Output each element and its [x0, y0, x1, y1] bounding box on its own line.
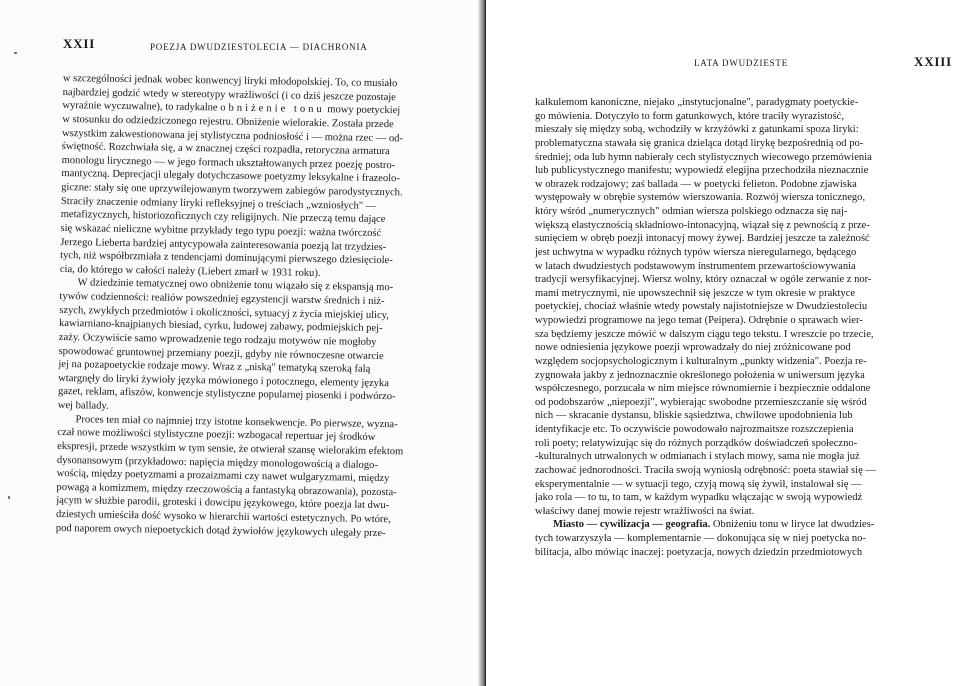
text-line: identyfikacje etc. To oczywiście powodowało najrozmaitsze rozszczepienia	[535, 424, 854, 435]
text-line: względem socjopsychologicznym i kulturalnym „punkty widzenia". Poezja re-	[535, 355, 867, 367]
text-line: tradycji wersyfikacyjnej. Wiersz wolny, który oznaczał w ogóle zerwanie z nor-	[535, 274, 872, 286]
left-page-body	[56, 72, 456, 541]
text-line: mantyczną. Deprecjacji ulegały dotychczasowe poetyzmy leksykalne i frazeolo-	[61, 168, 400, 185]
right-running-head: LATA DWUDZIESTE	[694, 58, 789, 68]
text-line: jej na pozapoetyckie rodzaje mowy. Wraz z „niską" tematyką szeroką falą	[58, 359, 371, 375]
text-line: cia, do którego w całości należy (Liebert zmarł w 1931 roku).	[59, 263, 321, 279]
text-line: w obrazek rodzajowy; zaś ballada — w poetycki felieton. Podobne zjawiska	[535, 178, 857, 190]
text-line: wej ballady.	[57, 399, 109, 412]
text-line: występowały w obrębie systemów wierszowania. Rozwój wiersza tonicznego,	[535, 192, 866, 204]
text-line: Proces ten miał co najmniej trzy istotne konsekwencje. Po pierwsze, wyzna-	[75, 413, 398, 430]
text-line: tych towarzyszyła — komplementarnie — dokonująca się w niej poetycka no-	[535, 533, 866, 544]
text-line: tych, niż współbrzmiała z tendencjami dominującymi pierwszego dziesięciole-	[60, 250, 393, 267]
text-line: pod naporem owych niepoetyckich dotąd żywiołów językowych ulegały prze-	[55, 522, 386, 539]
text-line: czał nowe możliwości stylistyczne poezji: wzbogacał repertuar jej środków	[57, 427, 376, 444]
text-line: kawiarniano-knajpianych biesiad, cyrku, ludowej zabawy, podmiejskich pej-	[58, 318, 383, 335]
text-line: wyraźnie wyczuwalne), to radykalne obniżenie tonu mowy poetyckiej	[62, 100, 401, 117]
text-line: sunięciem w obręb poezji intonacyj mowy żywej. Bardziej jeszcze ta zależność	[535, 233, 870, 245]
text-line: średniej; oda lub hymn nabierały cech stylistycznych wiecowego przemówienia	[535, 151, 872, 163]
text-line: od podobszarów „niepoezji", wybierając swobodne przemieszczanie się wśród	[535, 396, 867, 408]
text-line: jącym w służbie parodii, groteski i dowcipu językowego, które poezja lat dwu-	[56, 495, 390, 512]
text-line: Miasto — cywilizacja — geografia. Obniżeniu tonu w liryce lat dwudzies-	[553, 519, 875, 531]
text-line: -kulturalnych utrwalonych w odmianach i stylach mowy, sama nie mogła już	[535, 451, 860, 463]
text-line: szych, zwykłych przedmiotów i okoliczności, sytuacyj z życia miejskiej ulicy,	[59, 304, 390, 321]
left-running-head: POEZJA DWUDZIESTOLECIA — DIACHRONIA	[150, 42, 368, 52]
text-line: poetyckiej, chociaż właśnie wtedy powstały najistotniejsze w Dwudziestoleciu	[535, 301, 868, 313]
text-line: wością, między poetyzmami a prozaizmami czy nawet wulgaryzmami, między	[56, 468, 390, 485]
text-line: spowodować gruntownej przemiany poezji, gdyby nie równoczesne otwarcie	[58, 345, 384, 362]
text-line: właściwy danej mowie rejestr wrażliwości na świat.	[535, 505, 755, 517]
text-line: lub publicystycznego manifestu; wypowiedź elegijna przechodziła nieznacznie	[535, 165, 869, 177]
text-line: w stosunku do odziedziczonego rejestru. Obniżenie wielorakie. Została przede	[62, 113, 394, 131]
text-line: się wskazać nieliczne wybitne przykłady tego typu poezji: ważna twórczość	[60, 222, 382, 239]
left-page-number: XXII	[63, 36, 96, 51]
right-page	[486, 0, 977, 686]
text-line: Jerzego Lieberta bardziej antycypowała zainteresowania poezją lat trzydzies-	[60, 236, 387, 253]
text-line: nowe odniesienia językowe poezji wprowadzały do niej zróżnicowane pod	[535, 342, 851, 354]
text-line: tywów codzienności: realiów powszedniej egzystencji warstw średnich i niż-	[59, 290, 385, 308]
text-line: roli poety; relatywizując się do różnych porządków doświadczeń społeczno-	[535, 437, 858, 449]
right-page-body	[535, 96, 955, 559]
text-line: sza będziemy jeszcze mówić w dalszym ciągu tego tekstu. I wreszcie po trzecie,	[535, 328, 874, 340]
scan-speck	[14, 52, 17, 54]
text-line: w latach dwudziestych podstawowym instrumentem przewartościowywania	[535, 260, 856, 272]
text-line: wszystkim zakwestionowana jej stylistyczna podniosłość i — można rzec — od-	[61, 127, 404, 144]
text-line: większą elastycznością składniowo-intonacyjną, wiązał się z pewnością z prze-	[535, 219, 870, 231]
text-line: giczne: stały się one uprzywilejowanym tworzywem zabiegów parodystycznych.	[61, 181, 403, 199]
text-line: zaży. Oczywiście samo wprowadzenie tego rodzaju motywów nie mogłoby	[58, 331, 377, 348]
text-line: problematyczna stawała się granica dzieląca dotąd lirykę bezpośrednią od po-	[535, 137, 864, 149]
text-line: ekspresji, przede wszystkim w tym sensie, że otwierał szansę wielorakim efektom	[57, 440, 404, 458]
text-line: jest uchwytna w wypadku różnych typów wiersza nieregularnego, będącego	[535, 246, 857, 258]
text-line: bilitacja, albo mówiąc inaczej: poetyzacja, nowych dziedzin przedmiotowych	[535, 546, 863, 558]
text-line: go mówienia. Dotyczyło to form gatunkowych, które traciły wyrazistość,	[535, 110, 845, 122]
text-line: wtargnęły do liryki żywioły języka mówionego i potocznego, elementy języka	[58, 372, 390, 389]
right-page-number: XXIII	[914, 54, 952, 69]
text-line: mieszały się między sobą, wchodziły w krzyżówki z gatunkami spoza liryki:	[535, 124, 859, 136]
text-line: świętność. Rozchwiała się, a w znacznej części rozpadła, retoryczna armatura	[61, 141, 390, 158]
text-line: najbardziej godzić wtedy w stereotypy wrażliwości (i co dziś jeszcze pozostaje	[62, 86, 397, 103]
text-line: dysonansowym (przykładowo: napięcia między monologowością a dialogo-	[56, 454, 378, 471]
text-line: Straciły znaczenie odmiany liryki refleksyjnej o treściach „wzniosłych" —	[60, 195, 377, 212]
text-line: mami metrycznymi, nie upowszechnił się jeszcze w tym okresie w praktyce	[535, 287, 856, 299]
text-line: dziestych umieściła dość wysoko w hierarchii wartości estetycznych. Po wtóre,	[55, 508, 391, 526]
scan-speck	[8, 496, 10, 499]
text-line: wypowiedzi programowe na jego temat (Peipera). Odrębnie o sprawach wier-	[535, 315, 863, 326]
text-line: zygnowała jakby z jednoznacznie określonego położenia w uniwersum języka	[535, 369, 865, 381]
text-line: zachować jednorodności. Traciła swoją wyniosłą odrębność: poeta stawiał się —	[535, 464, 876, 476]
text-line: który wśród „numerycznych" odmian wiersza polskiego odznacza się naj-	[535, 206, 848, 217]
text-line: gazet, reklam, afiszów, konwencje stylistyczne popularnej piosenki i podwórzo-	[57, 386, 396, 403]
text-line: jako rola — to tu, to tam, w każdym wypadku włączając w swoją wypowiedź	[535, 492, 863, 504]
text-line: w szczególności jednak wobec konwencyj liryki młodopolskiej. To, co musiało	[62, 72, 398, 90]
text-line: metafizycznych, historiozoficznych czy religijnych. Nie przeczą temu dające	[60, 209, 386, 226]
text-line: monologu lirycznego — w jego formach ukształtowanych przez poezję postro-	[61, 154, 396, 171]
text-line: współczesnego, porzucała w nim miejsce równomiernie i bezpiecznie oddalone	[535, 383, 871, 395]
text-line: nich — skracanie dystansu, bliskie sąsiedztwa, chwilowe upodobnienia lub	[535, 410, 853, 422]
text-line: powagą a komizmem, między rzeczowością a fantastyką obrazowania), pozosta-	[56, 481, 397, 499]
text-line: W dziedzinie tematycznej owo obniżenie tonu wiązało się z ekspansją mo-	[77, 277, 394, 294]
text-line: eksperymentalnie — w sytuacji tego, czyją mową się żywił, instalował się —	[535, 478, 862, 490]
left-page	[0, 0, 486, 686]
text-line: kalkulemom kanoniczne, niejako „instytucjonalne", paradygmaty poetyckie-	[535, 97, 859, 108]
